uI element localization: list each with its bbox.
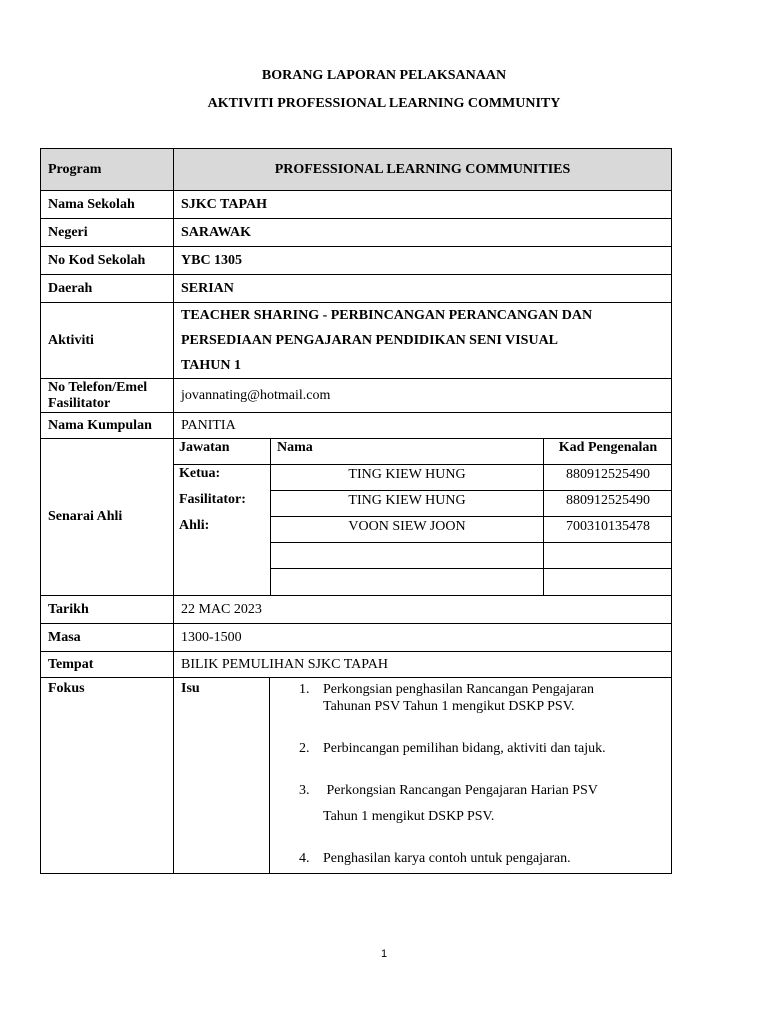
member-nama: TING KIEW HUNG	[270, 464, 544, 491]
row-fokus	[40, 677, 672, 874]
kod-sekolah-label: No Kod Sekolah	[40, 246, 174, 275]
member-jawatan: Ahli:	[179, 518, 210, 533]
nama-sekolah-value: SJKC TAPAH	[173, 190, 672, 219]
row-kod-sekolah	[40, 246, 672, 275]
focus-item	[299, 850, 659, 867]
focus-item-number: 4.	[299, 851, 310, 866]
member-nama: VOON SIEW JOON	[270, 516, 544, 543]
row-tempat	[40, 651, 672, 678]
member-jawatan: Ketua:	[179, 466, 221, 481]
kod-sekolah-value: YBC 1305	[173, 246, 672, 275]
focus-item-line: Perkongsian Rancangan Pengajaran Harian PSV	[323, 783, 598, 798]
daerah-label: Daerah	[40, 274, 174, 303]
isu-label: Isu	[173, 677, 270, 874]
row-senarai-ahli	[40, 438, 672, 596]
senarai-ahli-label: Senarai Ahli	[40, 438, 174, 596]
member-nama: TING KIEW HUNG	[270, 490, 544, 517]
focus-item-number: 1.	[299, 682, 310, 697]
negeri-label: Negeri	[40, 218, 174, 247]
focus-item-line: Tahun 1 mengikut DSKP PSV.	[323, 809, 495, 824]
form-subtitle: AKTIVITI PROFESSIONAL LEARNING COMMUNITY	[207, 96, 561, 111]
form-title: BORANG LAPORAN PELAKSANAAN	[261, 68, 507, 83]
row-negeri	[40, 218, 672, 247]
focus-item-number: 3.	[299, 783, 310, 798]
aktiviti-label: Aktiviti	[40, 302, 174, 379]
member-nama-empty	[270, 568, 544, 596]
tempat-label: Tempat	[40, 651, 174, 678]
tarikh-value: 22 MAC 2023	[173, 595, 672, 624]
masa-label: Masa	[40, 623, 174, 652]
program-value: PROFESSIONAL LEARNING COMMUNITIES	[173, 148, 672, 191]
tarikh-label: Tarikh	[40, 595, 174, 624]
senarai-ahli-table	[173, 438, 672, 596]
fasilitator-email: jovannating@hotmail.com	[173, 378, 672, 413]
aktiviti-line-3: TAHUN 1	[181, 358, 242, 373]
focus-item-line: Perbincangan pemilihan bidang, aktiviti dan tajuk.	[323, 741, 606, 756]
member-kad: 880912525490	[543, 490, 672, 517]
focus-item	[299, 740, 659, 757]
col-header-kad: Kad Pengenalan	[543, 438, 672, 465]
negeri-value: SARAWAK	[173, 218, 672, 247]
fasilitator-contact-label	[40, 378, 174, 413]
fasilitator-contact-label-line-2: Fasilitator	[48, 396, 111, 411]
col-header-jawatan: Jawatan	[173, 438, 271, 465]
focus-list	[299, 681, 659, 867]
member-kad: 880912525490	[543, 464, 672, 491]
focus-item-line: Penghasilan karya contoh untuk pengajaran.	[323, 851, 571, 866]
fasilitator-contact-label-line-1: No Telefon/Emel	[48, 380, 148, 395]
focus-item-number: 2.	[299, 741, 310, 756]
row-masa	[40, 623, 672, 652]
aktiviti-value	[173, 302, 672, 379]
row-program	[40, 148, 672, 191]
focus-item-line: Perkongsian penghasilan Rancangan Pengajaran	[323, 682, 594, 697]
col-header-nama: Nama	[270, 438, 544, 465]
focus-item	[299, 782, 659, 825]
member-kad: 700310135478	[543, 516, 672, 543]
member-kad-empty	[543, 568, 672, 596]
member-nama-empty	[270, 542, 544, 569]
row-tarikh	[40, 595, 672, 624]
aktiviti-line-2: PERSEDIAAN PENGAJARAN PENDIDIKAN SENI VISUAL	[181, 333, 559, 348]
masa-value: 1300-1500	[173, 623, 672, 652]
program-label: Program	[40, 148, 174, 191]
nama-kumpulan-value: PANITIA	[173, 412, 672, 439]
row-daerah	[40, 274, 672, 303]
row-nama-kumpulan	[40, 412, 672, 439]
aktiviti-line-1: TEACHER SHARING - PERBINCANGAN PERANCANGAN DAN	[181, 308, 593, 323]
tempat-value: BILIK PEMULIHAN SJKC TAPAH	[173, 651, 672, 678]
member-jawatan: Fasilitator:	[179, 492, 246, 507]
row-fasilitator-contact	[40, 378, 672, 413]
daerah-value: SERIAN	[173, 274, 672, 303]
page-number: 1	[380, 948, 388, 960]
focus-item-line: Tahunan PSV Tahun 1 mengikut DSKP PSV.	[323, 699, 575, 714]
row-nama-sekolah	[40, 190, 672, 219]
row-aktiviti	[40, 302, 672, 379]
nama-sekolah-label: Nama Sekolah	[40, 190, 174, 219]
fokus-label: Fokus	[40, 677, 174, 874]
member-kad-empty	[543, 542, 672, 569]
nama-kumpulan-label: Nama Kumpulan	[40, 412, 174, 439]
focus-item	[299, 681, 659, 715]
